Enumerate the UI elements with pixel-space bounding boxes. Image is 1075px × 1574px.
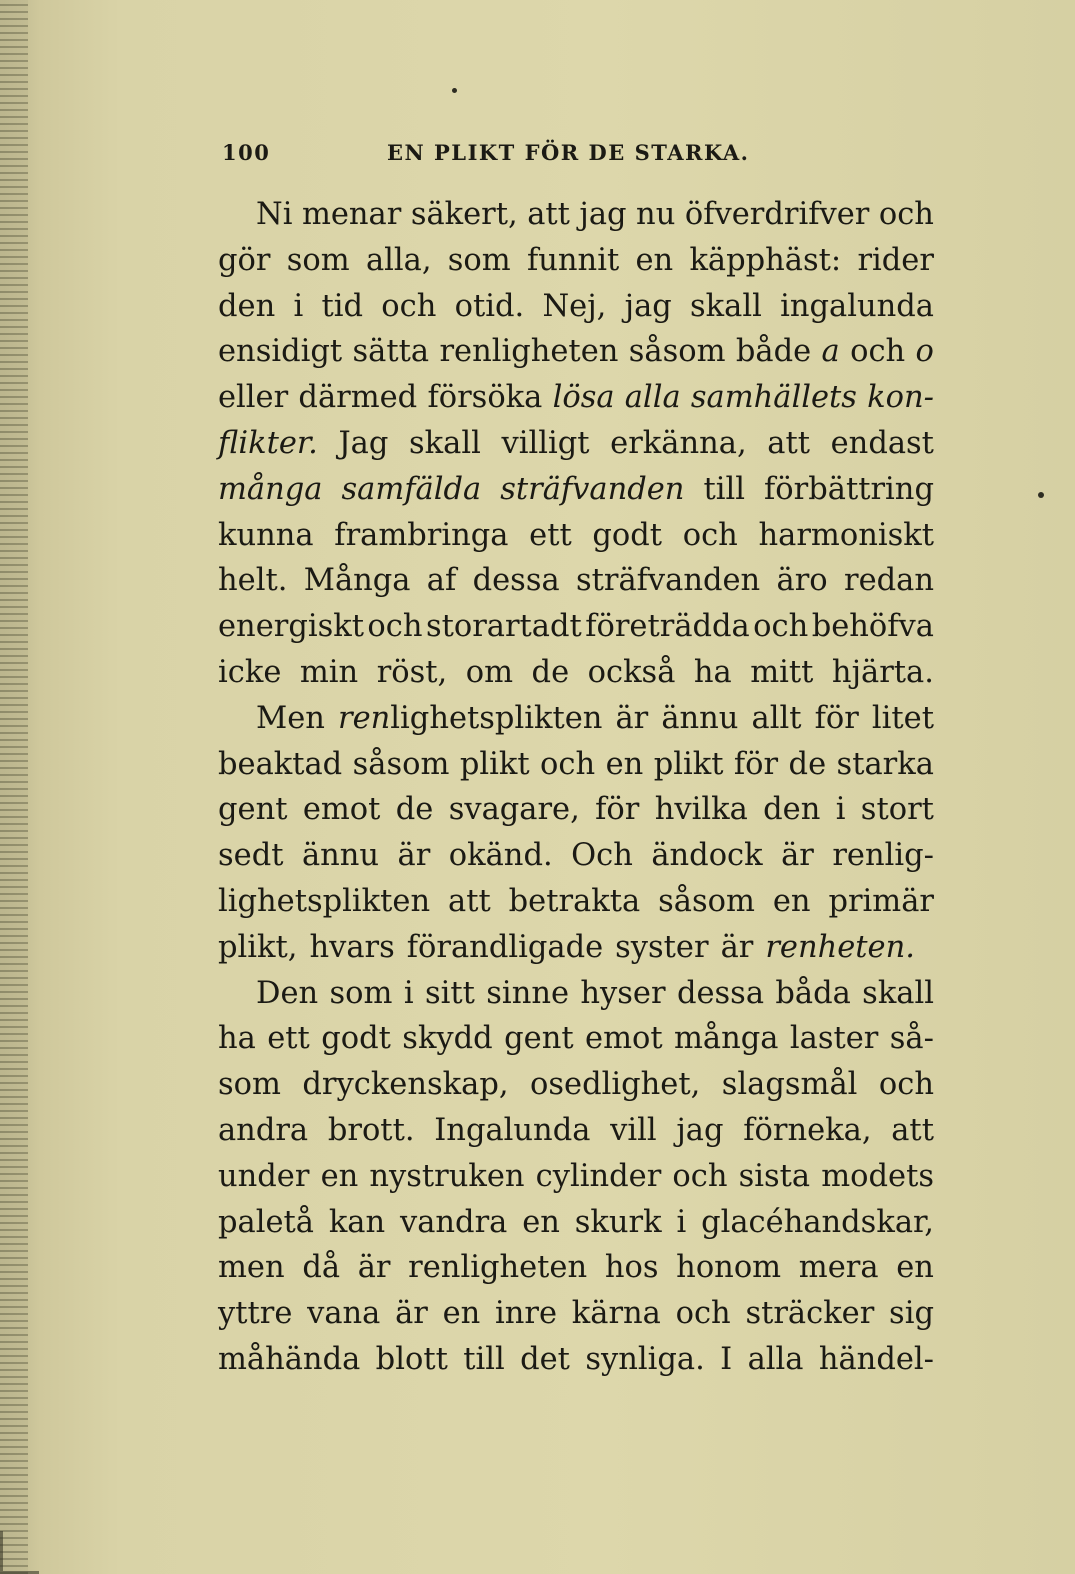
word: för xyxy=(814,700,859,736)
word: syster xyxy=(615,929,709,965)
book-spine-edge xyxy=(0,0,28,1574)
word: hvilka xyxy=(654,792,748,828)
word: starka xyxy=(836,746,934,782)
word: hvars xyxy=(309,929,395,965)
word: helt. xyxy=(218,563,288,599)
word: förneka, xyxy=(743,1112,872,1148)
word: då xyxy=(302,1250,341,1286)
word: cylinder xyxy=(535,1158,662,1194)
text-line xyxy=(218,879,934,925)
word: funnit xyxy=(526,242,620,278)
text-line xyxy=(218,513,934,559)
word: kon- xyxy=(867,380,934,416)
word: såsom xyxy=(352,746,450,782)
word: är xyxy=(395,1296,428,1332)
word: en xyxy=(320,1158,359,1194)
text-line xyxy=(218,1245,934,1291)
word: villigt xyxy=(501,425,590,461)
text-line xyxy=(218,971,934,1017)
word: renlig- xyxy=(832,838,934,874)
word: Och xyxy=(571,838,633,874)
word: att xyxy=(891,1112,934,1148)
word: nystruken xyxy=(369,1158,525,1194)
word: rider xyxy=(857,242,934,278)
word: för xyxy=(595,792,640,828)
word: skydd xyxy=(402,1021,493,1057)
word: och xyxy=(675,1296,731,1332)
word: en xyxy=(772,883,811,919)
text-line xyxy=(218,1016,934,1062)
word: behöfva xyxy=(811,609,934,645)
word: äro xyxy=(776,563,828,599)
word: röst, xyxy=(376,654,448,690)
word: säkert, xyxy=(410,197,518,232)
word: betrakta xyxy=(508,883,641,919)
word: endast xyxy=(830,425,934,461)
word: frambringa xyxy=(334,517,509,553)
word: och xyxy=(381,288,437,324)
word-rest: lighetsplikten xyxy=(390,700,603,736)
word: jag xyxy=(676,1112,724,1148)
word: förandligade xyxy=(406,929,604,965)
word: harmoniskt xyxy=(758,517,934,553)
text-line xyxy=(218,375,934,421)
text-line xyxy=(218,558,934,604)
word: skall xyxy=(862,975,934,1011)
word: kärna xyxy=(571,1296,661,1332)
word: är xyxy=(615,700,649,736)
word: gent xyxy=(504,1021,574,1057)
word: icke xyxy=(218,654,282,690)
word: vana xyxy=(307,1296,381,1332)
word: osedlighet, xyxy=(530,1067,701,1103)
word: försöka xyxy=(427,380,543,416)
text-line xyxy=(218,833,934,879)
word: modets xyxy=(821,1158,934,1194)
word: hos xyxy=(604,1250,659,1286)
word: en xyxy=(522,1204,560,1240)
word: renheten. xyxy=(765,929,915,965)
word: dryckenskap, xyxy=(302,1067,509,1103)
word: otid. xyxy=(454,288,525,324)
word: i xyxy=(835,792,846,828)
word: att xyxy=(448,883,491,919)
word: emot xyxy=(302,792,381,828)
word: i xyxy=(676,1204,687,1240)
word: honom xyxy=(676,1250,782,1286)
word: renligheten xyxy=(439,334,619,370)
word-italic-part: ren xyxy=(338,700,391,736)
text-line xyxy=(218,1291,934,1337)
word: de xyxy=(531,654,570,690)
word: är xyxy=(397,838,431,874)
word: mera xyxy=(798,1250,879,1286)
word: och xyxy=(540,746,596,782)
word: det xyxy=(520,1341,570,1377)
word: Den xyxy=(256,975,319,1011)
word: plikt, xyxy=(218,929,298,965)
word: samhällets xyxy=(690,380,857,416)
word: och xyxy=(850,334,906,370)
word: därmed xyxy=(298,380,418,416)
word: a xyxy=(821,334,840,370)
word: energiskt xyxy=(218,609,364,645)
word: svagare, xyxy=(448,792,580,828)
word: sedt xyxy=(218,838,284,874)
word: en xyxy=(442,1296,481,1332)
word: renligheten xyxy=(408,1250,588,1286)
word: som xyxy=(218,1067,281,1103)
word: synliga. xyxy=(585,1341,705,1377)
word: ännu xyxy=(301,838,380,874)
word: alla xyxy=(747,1341,804,1377)
word: sinne xyxy=(486,975,570,1011)
word: mitt xyxy=(750,654,814,690)
print-speck xyxy=(1038,492,1044,498)
word: och xyxy=(878,1067,934,1103)
word: såsom xyxy=(628,334,726,370)
word: båda xyxy=(775,975,851,1011)
word: också xyxy=(587,654,676,690)
word: I xyxy=(720,1341,733,1377)
word: hjärta. xyxy=(831,654,934,690)
word: och xyxy=(753,609,809,645)
word: dessa xyxy=(676,975,764,1011)
page-number: 100 xyxy=(222,140,271,165)
word: alla xyxy=(624,380,681,416)
word: tid xyxy=(321,288,364,324)
word: öfverdrifver xyxy=(684,197,870,232)
word: plikt xyxy=(653,746,724,782)
word: slagsmål xyxy=(721,1067,858,1103)
word: primär xyxy=(828,883,934,919)
text-line xyxy=(218,329,934,375)
word: ännu xyxy=(661,700,739,736)
word: många xyxy=(218,471,323,507)
word: sitt xyxy=(424,975,475,1011)
word: sista xyxy=(738,1158,811,1194)
word: sätta xyxy=(352,334,430,370)
print-speck xyxy=(452,88,457,93)
word: kunna xyxy=(218,517,314,553)
word: de xyxy=(788,746,827,782)
text-line xyxy=(218,1200,934,1246)
word: jag xyxy=(579,197,627,232)
word: eller xyxy=(218,380,289,416)
word: under xyxy=(218,1158,310,1194)
text-line xyxy=(218,467,934,513)
word: som xyxy=(447,242,511,278)
word: emot xyxy=(585,1021,663,1057)
word: och xyxy=(672,1158,728,1194)
word: Ni xyxy=(256,197,293,232)
word: är xyxy=(720,929,754,965)
word: i xyxy=(293,288,304,324)
word: flikter. xyxy=(218,425,318,461)
word: skall xyxy=(409,425,481,461)
word: sträcker xyxy=(745,1296,875,1332)
word: måhända xyxy=(218,1341,361,1377)
word: andra xyxy=(218,1112,309,1148)
word: yttre xyxy=(218,1296,293,1332)
text-line xyxy=(218,696,934,742)
text-line xyxy=(218,1337,934,1383)
word: Jag xyxy=(338,425,389,461)
word: vill xyxy=(610,1112,657,1148)
word: vandra xyxy=(399,1204,508,1240)
word: allt xyxy=(751,700,802,736)
word: ändock xyxy=(651,838,763,874)
word: o xyxy=(915,334,934,370)
word: att xyxy=(767,425,810,461)
word: erkänna, xyxy=(610,425,747,461)
word: litet xyxy=(871,700,934,736)
word: menar xyxy=(301,197,402,232)
word: gent xyxy=(218,792,288,828)
word: ha xyxy=(693,654,732,690)
word: så- xyxy=(889,1021,934,1057)
word: att xyxy=(527,197,570,232)
word: för xyxy=(733,746,779,782)
word: sig xyxy=(889,1296,934,1332)
word: godt xyxy=(321,1021,391,1057)
word: beaktad xyxy=(218,746,343,782)
word: och xyxy=(367,609,423,645)
word: plikt xyxy=(459,746,530,782)
text-line xyxy=(218,192,934,238)
word: till xyxy=(703,471,745,507)
word: inre xyxy=(495,1296,558,1332)
text-line xyxy=(218,421,934,467)
word: i xyxy=(403,975,414,1011)
word: laster xyxy=(789,1021,879,1057)
text-line xyxy=(218,238,934,284)
word: den xyxy=(218,288,276,324)
word: Ingalunda xyxy=(434,1112,591,1148)
word: ingalunda xyxy=(780,288,934,324)
word: godt xyxy=(592,517,663,553)
word: en xyxy=(896,1250,934,1286)
word: jag xyxy=(624,288,672,324)
word: företrädda xyxy=(585,609,750,645)
word: skall xyxy=(690,288,762,324)
text-line xyxy=(218,1154,934,1200)
word: glacéhandskar, xyxy=(701,1204,934,1240)
word: redan xyxy=(843,563,934,599)
text-line xyxy=(218,604,934,650)
word: ha xyxy=(218,1021,256,1057)
word: ett xyxy=(267,1021,310,1057)
word: Nej, xyxy=(542,288,607,324)
word: är xyxy=(357,1250,391,1286)
word: men xyxy=(218,1250,285,1286)
word: till xyxy=(463,1341,505,1377)
text-line xyxy=(218,284,934,330)
text-line xyxy=(218,1062,934,1108)
word: okänd. xyxy=(448,838,553,874)
word: sträfvanden xyxy=(575,563,761,599)
word: och xyxy=(878,197,934,232)
running-title: EN PLIKT FÖR DE STARKA. xyxy=(387,140,750,165)
word: blott xyxy=(375,1341,448,1377)
word: Många xyxy=(303,563,411,599)
word: är xyxy=(781,838,814,874)
word: dessa xyxy=(472,563,560,599)
word: Men xyxy=(256,700,325,736)
word: och xyxy=(682,517,738,553)
word: samfälda xyxy=(341,471,482,507)
word: såsom xyxy=(658,883,755,919)
word: ensidigt xyxy=(218,334,343,370)
word: lighetsplikten xyxy=(218,883,431,919)
word: som xyxy=(286,242,350,278)
word: de xyxy=(395,792,434,828)
word: kan xyxy=(328,1204,386,1240)
word: min xyxy=(299,654,359,690)
word: brott. xyxy=(327,1112,415,1148)
word: en xyxy=(635,242,674,278)
word: både xyxy=(735,334,812,370)
running-header xyxy=(222,140,942,176)
word: en xyxy=(605,746,644,782)
text-line xyxy=(218,925,934,971)
page-corner-shadow xyxy=(0,1531,39,1574)
word: gör xyxy=(218,242,271,278)
text-line xyxy=(218,787,934,833)
word: den xyxy=(763,792,821,828)
word: paletå xyxy=(218,1204,314,1240)
word: händel- xyxy=(818,1341,934,1377)
word: sträfvanden xyxy=(500,471,685,507)
word: ett xyxy=(529,517,572,553)
word: alla, xyxy=(365,242,432,278)
word: om xyxy=(465,654,514,690)
word: storartadt xyxy=(425,609,582,645)
word: lösa xyxy=(552,380,615,416)
word: af xyxy=(426,563,457,599)
body-text xyxy=(218,192,934,1383)
word: många xyxy=(674,1021,779,1057)
word: nu xyxy=(636,197,676,232)
word: som xyxy=(329,975,393,1011)
word: stort xyxy=(860,792,934,828)
word: käpphäst: xyxy=(689,242,842,278)
word xyxy=(338,696,602,742)
text-line xyxy=(218,742,934,788)
text-line xyxy=(218,1108,934,1154)
word: hyser xyxy=(580,975,666,1011)
text-line xyxy=(218,650,934,696)
word: skurk xyxy=(574,1204,662,1240)
word: förbättring xyxy=(764,471,934,507)
